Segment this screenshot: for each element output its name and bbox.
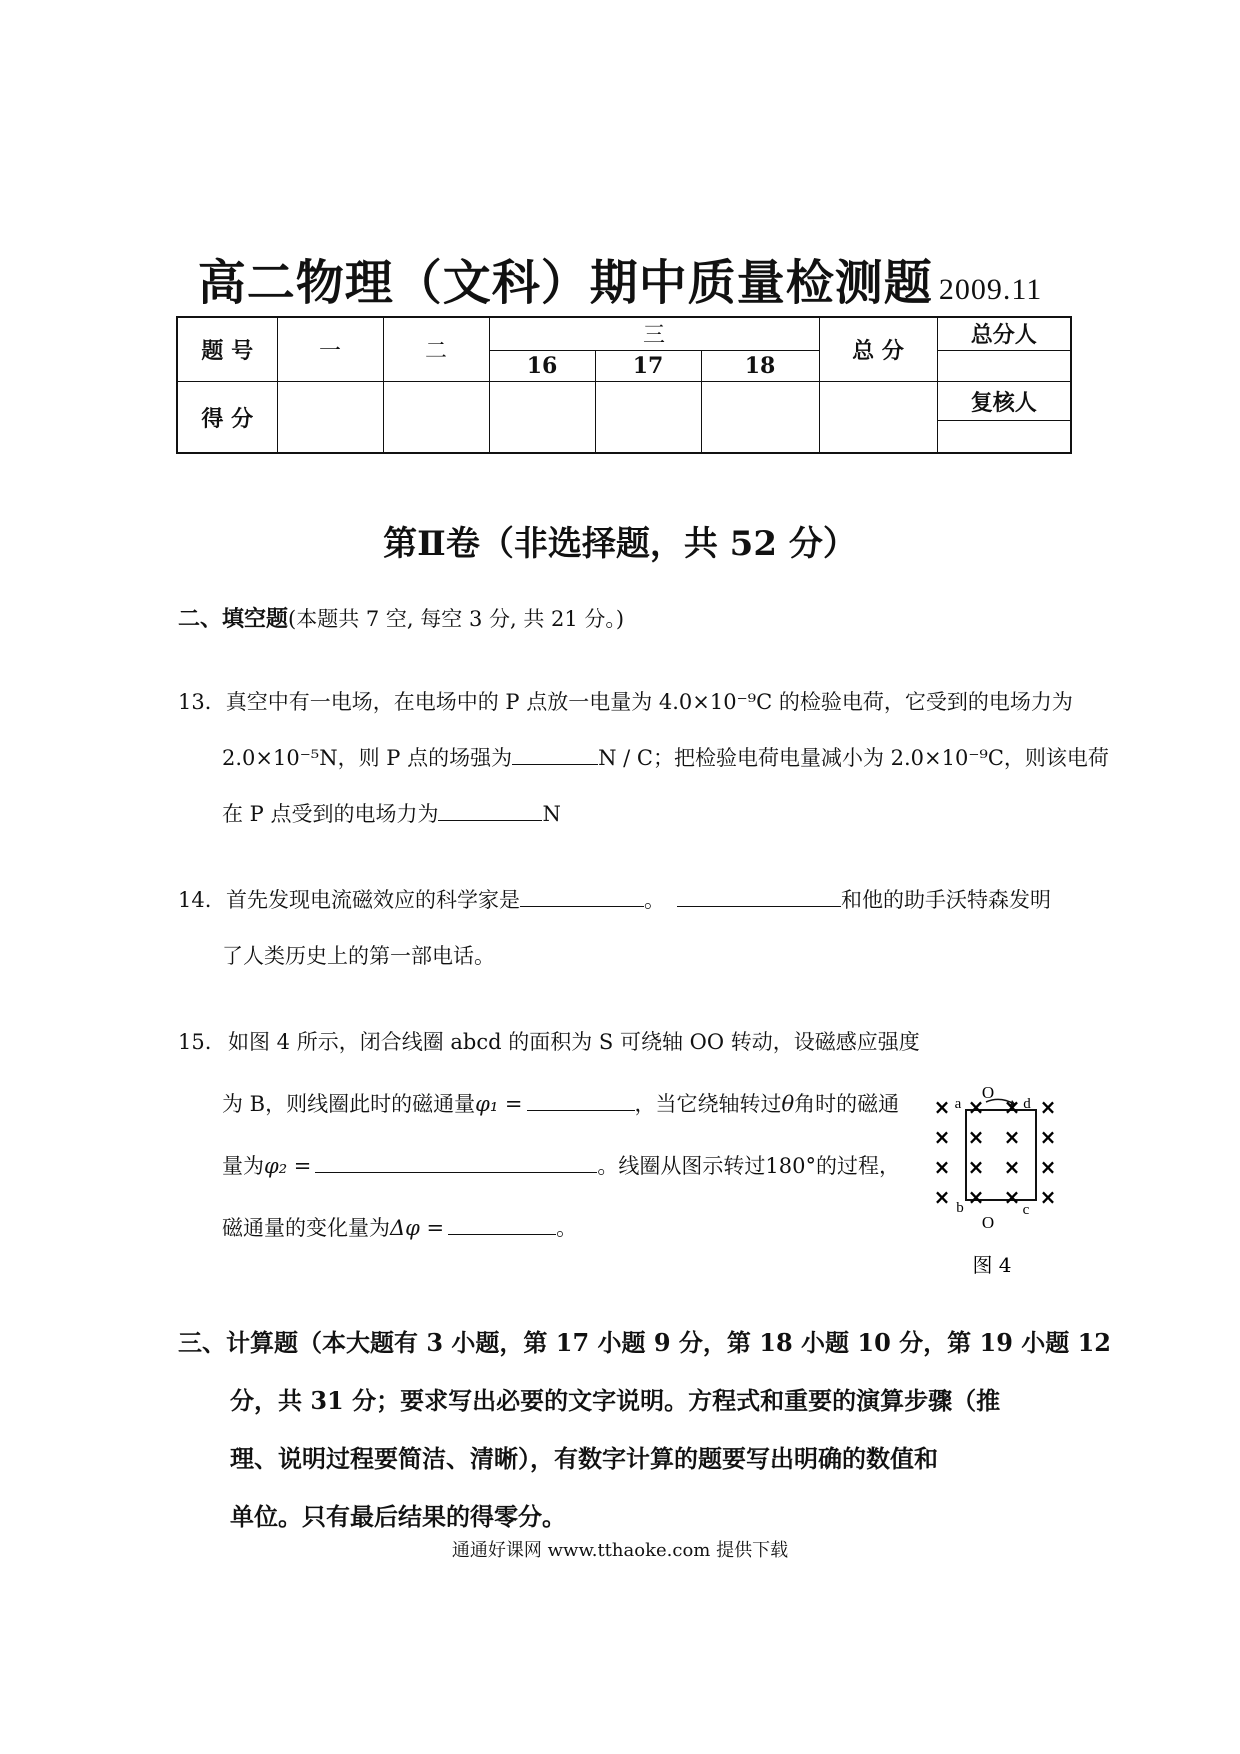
- section2-heading: [178, 602, 624, 633]
- q15-text-3b: 。线圈从图示转过: [597, 1154, 766, 1178]
- footer: 通通好课网 www.tthaoke.com 提供下载: [451, 1540, 789, 1561]
- q15-text-2b: ，当它绕轴转过: [634, 1092, 782, 1116]
- q13-text-3b: N: [542, 802, 561, 826]
- phi2-symbol: φ₂ =: [264, 1154, 312, 1178]
- q15-line4: [222, 1212, 577, 1242]
- field-x-mark: ×: [933, 1125, 951, 1149]
- q13-text-2b: N / C；把检验电荷电量减小为 2.0×10⁻⁹C，则该电荷: [598, 746, 1109, 770]
- row-label-question: 题 号: [177, 317, 277, 382]
- section3: [178, 1314, 1112, 1546]
- theta-symbol: θ: [781, 1092, 795, 1116]
- label-o-bottom: O: [981, 1213, 995, 1232]
- phi1-symbol: φ₁ =: [475, 1092, 523, 1116]
- label-o-top: O: [981, 1083, 995, 1102]
- q15-blank-2[interactable]: [315, 1152, 597, 1173]
- label-d: d: [1023, 1096, 1031, 1112]
- sub-col-16: 16: [489, 350, 595, 382]
- q13-text-1: 真空中有一电场，在电场中的 P 点放一电量为 4.0×10⁻⁹C 的检验电荷，它受到的电场力为: [225, 690, 1073, 714]
- q14-blank-1[interactable]: [520, 886, 644, 907]
- q15-line3: [222, 1150, 900, 1180]
- field-x-mark: ×: [1003, 1185, 1021, 1209]
- score-table: [176, 316, 1072, 454]
- dphi-symbol: Δφ =: [390, 1216, 445, 1240]
- col-section-1: 一: [277, 317, 383, 382]
- q15-number: 15.: [178, 1030, 212, 1054]
- field-x-mark: ×: [1003, 1155, 1021, 1179]
- section3-line4: 单位。只有最后结果的得零分。: [230, 1502, 566, 1531]
- sub-col-17: 17: [595, 350, 701, 382]
- field-x-mark: ×: [1039, 1185, 1057, 1209]
- label-a: a: [954, 1096, 962, 1112]
- section3-line2: 分，共 31 分；要求写出必要的文字说明。方程式和重要的演算步骤（推: [230, 1386, 1001, 1415]
- section3-line3: 理、说明过程要简洁、清晰），有数字计算的题要写出明确的数值和: [230, 1444, 938, 1473]
- q15-blank-3[interactable]: [448, 1214, 556, 1235]
- sub-col-18: 18: [701, 350, 819, 382]
- q14-text-1a: 首先发现电流磁效应的科学家是: [226, 888, 520, 912]
- row-label-score: 得 分: [177, 382, 277, 453]
- q14-blank-2[interactable]: [677, 886, 841, 907]
- q13-line1: [178, 686, 1073, 716]
- q15-text-3c: 的过程，: [816, 1154, 900, 1178]
- scorer-cell: [937, 350, 1071, 382]
- score-cell-total: [819, 382, 937, 453]
- reviewer-cell: [937, 420, 1071, 453]
- section2-title: 二、填空题: [178, 606, 289, 632]
- page-title: [0, 244, 1240, 313]
- score-cell-1: [277, 382, 383, 453]
- field-x-mark: ×: [1039, 1125, 1057, 1149]
- q15-text-4b: 。: [556, 1216, 578, 1240]
- q13-line3: [222, 798, 561, 828]
- field-x-mark: ×: [1003, 1125, 1021, 1149]
- score-cell-2: [383, 382, 489, 453]
- col-total: 总 分: [819, 317, 937, 382]
- field-x-mark: ×: [933, 1155, 951, 1179]
- q14-text-1b: 。: [644, 888, 665, 912]
- q13-text-3a: 在 P 点受到的电场力为: [222, 802, 439, 826]
- q15-text-2a: 为 B，则线圈此时的磁通量: [222, 1092, 476, 1116]
- score-cell-18: [701, 382, 819, 453]
- q13-blank-1[interactable]: [512, 744, 598, 765]
- q15-text-3a: 量为: [222, 1154, 264, 1178]
- q14-text-1c: 和他的助手沃特森发明: [841, 888, 1051, 912]
- q15-text-1: 如图 4 所示，闭合线圈 abcd 的面积为 S 可绕轴 OO 转动，设磁感应强度: [228, 1030, 920, 1054]
- figure-4-caption: 图 4: [972, 1253, 1012, 1277]
- label-c: c: [1022, 1202, 1030, 1218]
- q15-text-2c: 角时的磁通: [794, 1092, 900, 1116]
- field-x-mark: ×: [933, 1095, 951, 1119]
- figure-4: [932, 1076, 1072, 1286]
- section3-line1: 三、计算题（本大题有 3 小题，第 17 小题 9 分，第 18 小题 10 分，第 19 小题 12: [178, 1328, 1112, 1357]
- field-x-mark: ×: [967, 1095, 985, 1119]
- score-cell-16: [489, 382, 595, 453]
- q15-line2: [222, 1088, 899, 1118]
- q15-line1: [178, 1026, 920, 1056]
- q15-text-4a: 磁通量的变化量为: [222, 1216, 390, 1240]
- field-x-mark: ×: [933, 1185, 951, 1209]
- col-section-2: 二: [383, 317, 489, 382]
- title-date: 2009.11: [938, 273, 1043, 306]
- field-x-mark: ×: [1003, 1095, 1021, 1119]
- col-reviewer: 复核人: [937, 382, 1071, 421]
- field-x-mark: ×: [967, 1185, 985, 1209]
- volume2-heading: 第Ⅱ卷（非选择题，共 52 分）: [383, 524, 857, 564]
- q13-text-2a: 2.0×10⁻⁵N，则 P 点的场强为: [222, 746, 513, 770]
- figure-4-diagram: [932, 1076, 1072, 1286]
- field-x-mark: ×: [967, 1125, 985, 1149]
- col-section-3: 三: [489, 317, 819, 350]
- q14-line2: 了人类历史上的第一部电话。: [222, 944, 495, 968]
- q15-blank-1[interactable]: [527, 1090, 635, 1111]
- q14-number: 14.: [178, 888, 212, 912]
- q13-number: 13．: [178, 690, 226, 714]
- q13-blank-2[interactable]: [438, 800, 542, 821]
- col-scorer: 总分人: [937, 317, 1071, 350]
- field-x-mark: ×: [967, 1155, 985, 1179]
- field-x-mark: ×: [1039, 1095, 1057, 1119]
- section2-note: (本题共 7 空, 每空 3 分, 共 21 分。): [288, 607, 625, 631]
- field-x-mark: ×: [1039, 1155, 1057, 1179]
- q13-line2: [222, 742, 1109, 772]
- angle-value: 180°: [765, 1154, 816, 1178]
- label-b: b: [956, 1200, 964, 1216]
- score-cell-17: [595, 382, 701, 453]
- q14-line1: [178, 884, 1051, 914]
- title-main: 高二物理（文科）期中质量检测题: [197, 255, 933, 311]
